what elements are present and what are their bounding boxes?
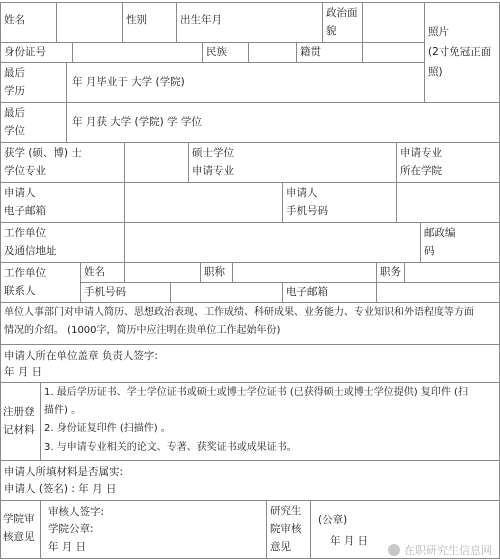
native-place-label: 籍贯: [300, 46, 321, 58]
last-degree-text: 年 月获 大学 (学院) 学 学位: [72, 116, 202, 128]
reviewer-signature-label: 审核人签字:: [48, 506, 105, 518]
watermark-logo-icon: [388, 544, 400, 556]
last-degree-label-line1: 最后: [4, 107, 25, 119]
row-rule: [0, 102, 500, 103]
last-education-label-line1: 最后: [4, 67, 25, 79]
row-rule: [0, 182, 500, 183]
col-rule: [248, 42, 249, 62]
last-education-label-line2: 学历: [4, 85, 25, 97]
last-degree-label-line2: 学位: [4, 125, 25, 137]
awarded-major-label-line2: 学位专业: [4, 165, 46, 177]
address-label-line2: 及通信地址: [4, 245, 57, 257]
col-rule: [232, 262, 233, 282]
party-label-line2: 貌: [326, 25, 337, 37]
apply-major-label-line2: 申请专业: [192, 165, 234, 177]
photo-label-line2: (2寸免冠正面: [428, 46, 492, 58]
col-rule: [424, 2, 425, 102]
intro-text-line1: 单位人事部门对申请人简历、思想政治表现、工作成绩、科研成果、业务能力、专业知识和外语程度等方面: [4, 307, 474, 318]
photo-label-line1: 照片: [428, 26, 449, 38]
material-item-3: 3. 与申请专业相关的论文、专著、获奖证书或成果证书。: [44, 442, 297, 453]
col-rule: [376, 282, 377, 302]
college-review-date: 年 月 日: [48, 541, 87, 553]
college-label-line2: 所在学院: [400, 165, 442, 177]
party-label-line1: 政治面: [326, 7, 358, 19]
ethnic-label: 民族: [206, 46, 227, 58]
contact-post-label: 职务: [380, 266, 401, 278]
name-label: 姓名: [4, 14, 25, 26]
col-rule: [296, 42, 297, 62]
graduate-review-date: 年 月 日: [330, 535, 369, 547]
col-rule: [80, 262, 81, 302]
row-rule: [0, 500, 500, 501]
col-rule: [72, 42, 73, 62]
contact-email-label: 电子邮箱: [286, 286, 328, 298]
phone-label-line2: 手机号码: [286, 205, 328, 217]
col-rule: [266, 500, 267, 558]
contact-label-line1: 工作单位: [4, 267, 46, 279]
contact-phone-label: 手机号码: [84, 286, 126, 298]
row-rule: [0, 460, 500, 461]
col-rule: [176, 2, 177, 42]
address-label-line1: 工作单位: [4, 227, 46, 239]
col-rule: [200, 262, 201, 282]
col-rule: [376, 262, 377, 282]
awarded-major-label-line1: 获学 (硕、博) 士: [4, 147, 82, 159]
col-rule: [122, 2, 123, 42]
col-rule: [124, 142, 125, 222]
truthfulness-question: 申请人所填材料是否属实:: [4, 466, 124, 478]
col-rule: [322, 2, 323, 42]
unit-seal-date: 年 月 日: [4, 366, 43, 378]
col-rule: [56, 2, 57, 42]
college-seal-label: 学院公章:: [48, 523, 94, 535]
row-rule: [0, 558, 500, 559]
row-rule: [0, 344, 500, 345]
col-rule: [170, 282, 171, 302]
college-review-label-line2: 核意见: [3, 531, 35, 543]
graduate-school-label-line2: 院审核: [270, 523, 302, 535]
intro-text-line2: 情况的介绍。 (1000字，简历中应注明在贵单位工作起始年份): [4, 325, 281, 336]
last-education-text: 年 月毕业于 大学 (学院): [72, 76, 185, 88]
unit-seal-text: 申请人所在单位盖章 负责人签字:: [4, 350, 158, 362]
col-rule: [40, 382, 41, 460]
col-rule: [404, 262, 405, 282]
col-rule: [40, 500, 41, 558]
contact-label-line2: 联系人: [4, 285, 36, 297]
graduate-school-label-line3: 意见: [270, 541, 291, 553]
col-rule: [396, 142, 397, 222]
contact-title-label: 职称: [204, 266, 225, 278]
zipcode-label-line2: 码: [424, 245, 435, 257]
birth-label: 出生年月: [180, 14, 222, 26]
gender-label: 性别: [126, 14, 147, 26]
col-rule: [202, 42, 203, 62]
photo-label-line3: 照): [428, 66, 443, 78]
college-review-label-line1: 学院审: [3, 513, 35, 525]
graduate-school-label-line1: 研究生: [270, 505, 302, 517]
col-rule: [124, 222, 125, 262]
col-rule: [420, 222, 421, 262]
college-label-line1: 申请专业: [400, 147, 442, 159]
email-label-line2: 电子邮箱: [4, 205, 46, 217]
col-rule: [124, 262, 125, 282]
row-rule: [0, 62, 425, 63]
material-item-2: 2. 身份证复印件 (扫描件) 。: [44, 423, 171, 434]
row-rule: [0, 262, 500, 263]
apply-major-label-line1: 硕士学位: [192, 147, 234, 159]
col-rule: [310, 500, 311, 558]
applicant-signature: 申请人 (签名) : 年 月 日: [4, 483, 117, 495]
id-number-label: 身份证号: [4, 46, 46, 58]
graduate-seal-label: (公章): [318, 514, 348, 526]
col-rule: [0, 2, 1, 558]
col-rule: [282, 282, 283, 302]
registration-label-line2: 记材料: [3, 424, 35, 436]
col-rule: [282, 182, 283, 222]
material-item-1-cont: 描件) 。: [44, 405, 82, 416]
row-rule: [0, 2, 500, 3]
material-item-1: 1. 最后学历证书、学士学位证书或硕士或博士学位证书 (已获得硕士或博士学位提供) 复印件 (扫: [44, 387, 468, 398]
col-rule: [188, 142, 189, 182]
zipcode-label-line1: 邮政编: [424, 227, 456, 239]
watermark-text: 在职研究生信息网: [404, 544, 492, 557]
phone-label-line1: 申请人: [286, 187, 318, 199]
registration-label-line1: 注册登: [3, 406, 35, 418]
watermark: [388, 542, 492, 558]
email-label-line1: 申请人: [4, 187, 36, 199]
col-rule: [362, 2, 363, 62]
contact-name-label: 姓名: [84, 266, 105, 278]
col-rule: [66, 62, 67, 142]
